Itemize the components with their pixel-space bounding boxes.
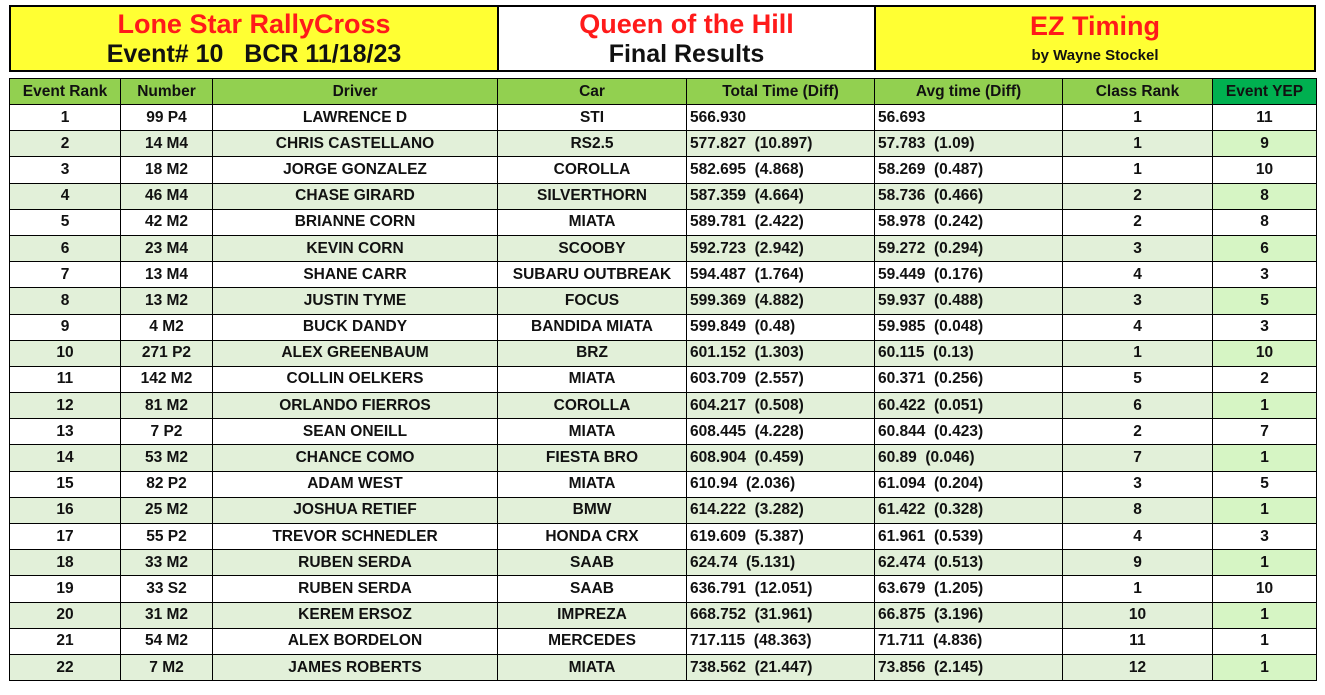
cell-event-yep: 11: [1213, 105, 1317, 131]
cell-car: MIATA: [498, 209, 687, 235]
table-row: [10, 157, 1317, 183]
cell-event-yep: 10: [1213, 340, 1317, 366]
col-header-event-yep: Event YEP: [1213, 79, 1317, 105]
table-row: [10, 288, 1317, 314]
cell-class-rank: 3: [1063, 288, 1213, 314]
cell-driver: ALEX GREENBAUM: [213, 340, 498, 366]
cell-car: HONDA CRX: [498, 524, 687, 550]
organizer-title: Lone Star RallyCross: [117, 8, 391, 39]
cell-avg-time: 59.272 (0.294): [875, 235, 1063, 261]
cell-car: BRZ: [498, 340, 687, 366]
cell-event-rank: 2: [10, 131, 121, 157]
cell-event-rank: 22: [10, 654, 121, 680]
col-header-total-time: Total Time (Diff): [687, 79, 875, 105]
event-subtitle: Event# 10 BCR 11/18/23: [106, 39, 402, 68]
col-header-car: Car: [498, 79, 687, 105]
table-row: [10, 314, 1317, 340]
title-block: [499, 7, 876, 70]
cell-number: 14 M4: [121, 131, 213, 157]
cell-driver: RUBEN SERDA: [213, 550, 498, 576]
cell-car: FIESTA BRO: [498, 445, 687, 471]
cell-driver: ADAM WEST: [213, 471, 498, 497]
cell-class-rank: 5: [1063, 366, 1213, 392]
table-row: [10, 654, 1317, 680]
cell-avg-time: 59.449 (0.176): [875, 262, 1063, 288]
table-row: [10, 602, 1317, 628]
cell-class-rank: 2: [1063, 419, 1213, 445]
table-row: [10, 497, 1317, 523]
cell-class-rank: 9: [1063, 550, 1213, 576]
results-table: [9, 78, 1317, 681]
cell-avg-time: 66.875 (3.196): [875, 602, 1063, 628]
cell-event-yep: 9: [1213, 131, 1317, 157]
col-header-number: Number: [121, 79, 213, 105]
cell-event-yep: 1: [1213, 628, 1317, 654]
cell-event-rank: 10: [10, 340, 121, 366]
table-row: [10, 131, 1317, 157]
cell-car: SUBARU OUTBREAK: [498, 262, 687, 288]
cell-event-yep: 1: [1213, 445, 1317, 471]
cell-event-rank: 9: [10, 314, 121, 340]
table-row: [10, 183, 1317, 209]
cell-driver: CHANCE COMO: [213, 445, 498, 471]
cell-event-yep: 5: [1213, 471, 1317, 497]
cell-number: 81 M2: [121, 393, 213, 419]
cell-car: MIATA: [498, 471, 687, 497]
cell-avg-time: 56.693: [875, 105, 1063, 131]
cell-event-yep: 1: [1213, 550, 1317, 576]
cell-avg-time: 61.961 (0.539): [875, 524, 1063, 550]
cell-number: 25 M2: [121, 497, 213, 523]
cell-event-rank: 11: [10, 366, 121, 392]
table-row: [10, 419, 1317, 445]
table-row: [10, 393, 1317, 419]
cell-total-time: 599.369 (4.882): [687, 288, 875, 314]
cell-event-yep: 1: [1213, 654, 1317, 680]
cell-event-rank: 14: [10, 445, 121, 471]
cell-total-time: 668.752 (31.961): [687, 602, 875, 628]
cell-number: 82 P2: [121, 471, 213, 497]
cell-car: MIATA: [498, 654, 687, 680]
event-title: Queen of the Hill: [579, 8, 794, 39]
cell-event-rank: 19: [10, 576, 121, 602]
cell-total-time: 582.695 (4.868): [687, 157, 875, 183]
cell-car: BMW: [498, 497, 687, 523]
cell-event-yep: 10: [1213, 157, 1317, 183]
table-row: [10, 471, 1317, 497]
table-row: [10, 235, 1317, 261]
cell-class-rank: 10: [1063, 602, 1213, 628]
cell-car: BANDIDA MIATA: [498, 314, 687, 340]
cell-number: 31 M2: [121, 602, 213, 628]
cell-avg-time: 58.978 (0.242): [875, 209, 1063, 235]
cell-avg-time: 57.783 (1.09): [875, 131, 1063, 157]
timing-title: EZ Timing: [1029, 10, 1160, 41]
cell-driver: CHASE GIRARD: [213, 183, 498, 209]
cell-event-yep: 3: [1213, 314, 1317, 340]
cell-event-yep: 2: [1213, 366, 1317, 392]
cell-event-rank: 15: [10, 471, 121, 497]
cell-total-time: 566.930: [687, 105, 875, 131]
cell-number: 99 P4: [121, 105, 213, 131]
cell-avg-time: 59.985 (0.048): [875, 314, 1063, 340]
cell-driver: BRIANNE CORN: [213, 209, 498, 235]
cell-total-time: 592.723 (2.942): [687, 235, 875, 261]
cell-class-rank: 7: [1063, 445, 1213, 471]
table-row: [10, 340, 1317, 366]
cell-event-yep: 6: [1213, 235, 1317, 261]
cell-car: MERCEDES: [498, 628, 687, 654]
cell-total-time: 601.152 (1.303): [687, 340, 875, 366]
cell-event-rank: 13: [10, 419, 121, 445]
cell-total-time: 603.709 (2.557): [687, 366, 875, 392]
cell-car: SAAB: [498, 576, 687, 602]
cell-event-yep: 1: [1213, 393, 1317, 419]
table-row: [10, 550, 1317, 576]
table-row: [10, 262, 1317, 288]
cell-avg-time: 59.937 (0.488): [875, 288, 1063, 314]
cell-event-rank: 18: [10, 550, 121, 576]
cell-driver: LAWRENCE D: [213, 105, 498, 131]
cell-avg-time: 60.89 (0.046): [875, 445, 1063, 471]
cell-car: MIATA: [498, 366, 687, 392]
table-row: [10, 366, 1317, 392]
cell-number: 7 P2: [121, 419, 213, 445]
col-header-event-rank: Event Rank: [10, 79, 121, 105]
cell-total-time: 608.904 (0.459): [687, 445, 875, 471]
cell-class-rank: 1: [1063, 157, 1213, 183]
cell-number: 55 P2: [121, 524, 213, 550]
table-header-row: [10, 79, 1317, 105]
cell-event-yep: 7: [1213, 419, 1317, 445]
cell-class-rank: 12: [1063, 654, 1213, 680]
cell-class-rank: 1: [1063, 131, 1213, 157]
cell-event-rank: 7: [10, 262, 121, 288]
cell-class-rank: 4: [1063, 262, 1213, 288]
cell-number: 33 S2: [121, 576, 213, 602]
cell-event-yep: 10: [1213, 576, 1317, 602]
cell-class-rank: 1: [1063, 105, 1213, 131]
cell-total-time: 608.445 (4.228): [687, 419, 875, 445]
cell-total-time: 614.222 (3.282): [687, 497, 875, 523]
cell-total-time: 610.94 (2.036): [687, 471, 875, 497]
cell-total-time: 604.217 (0.508): [687, 393, 875, 419]
table-row: [10, 209, 1317, 235]
timing-credit: by Wayne Stockel: [1031, 46, 1159, 64]
cell-number: 7 M2: [121, 654, 213, 680]
cell-total-time: 587.359 (4.664): [687, 183, 875, 209]
cell-number: 271 P2: [121, 340, 213, 366]
cell-driver: JOSHUA RETIEF: [213, 497, 498, 523]
cell-car: SILVERTHORN: [498, 183, 687, 209]
cell-driver: COLLIN OELKERS: [213, 366, 498, 392]
cell-avg-time: 58.736 (0.466): [875, 183, 1063, 209]
cell-car: IMPREZA: [498, 602, 687, 628]
col-header-class-rank: Class Rank: [1063, 79, 1213, 105]
results-body: [10, 105, 1317, 681]
cell-event-rank: 5: [10, 209, 121, 235]
cell-event-yep: 3: [1213, 524, 1317, 550]
cell-number: 42 M2: [121, 209, 213, 235]
cell-total-time: 636.791 (12.051): [687, 576, 875, 602]
cell-avg-time: 60.115 (0.13): [875, 340, 1063, 366]
organizer-block: [11, 7, 499, 70]
cell-avg-time: 60.422 (0.051): [875, 393, 1063, 419]
cell-total-time: 738.562 (21.447): [687, 654, 875, 680]
cell-event-rank: 21: [10, 628, 121, 654]
cell-avg-time: 60.371 (0.256): [875, 366, 1063, 392]
cell-car: COROLLA: [498, 393, 687, 419]
cell-number: 13 M4: [121, 262, 213, 288]
cell-car: SAAB: [498, 550, 687, 576]
cell-avg-time: 61.094 (0.204): [875, 471, 1063, 497]
results-sheet: [9, 5, 1316, 681]
cell-number: 33 M2: [121, 550, 213, 576]
cell-event-rank: 16: [10, 497, 121, 523]
cell-car: FOCUS: [498, 288, 687, 314]
cell-avg-time: 73.856 (2.145): [875, 654, 1063, 680]
table-row: [10, 445, 1317, 471]
cell-class-rank: 3: [1063, 235, 1213, 261]
cell-driver: KEVIN CORN: [213, 235, 498, 261]
cell-total-time: 589.781 (2.422): [687, 209, 875, 235]
cell-event-yep: 8: [1213, 209, 1317, 235]
table-row: [10, 524, 1317, 550]
cell-total-time: 619.609 (5.387): [687, 524, 875, 550]
cell-driver: SHANE CARR: [213, 262, 498, 288]
cell-driver: RUBEN SERDA: [213, 576, 498, 602]
cell-avg-time: 60.844 (0.423): [875, 419, 1063, 445]
cell-number: 53 M2: [121, 445, 213, 471]
cell-number: 13 M2: [121, 288, 213, 314]
table-row: [10, 576, 1317, 602]
cell-car: MIATA: [498, 419, 687, 445]
cell-avg-time: 71.711 (4.836): [875, 628, 1063, 654]
cell-driver: ORLANDO FIERROS: [213, 393, 498, 419]
cell-class-rank: 1: [1063, 576, 1213, 602]
cell-avg-time: 61.422 (0.328): [875, 497, 1063, 523]
cell-number: 18 M2: [121, 157, 213, 183]
cell-car: STI: [498, 105, 687, 131]
cell-event-rank: 17: [10, 524, 121, 550]
cell-number: 23 M4: [121, 235, 213, 261]
cell-driver: JORGE GONZALEZ: [213, 157, 498, 183]
col-header-avg-time: Avg time (Diff): [875, 79, 1063, 105]
cell-total-time: 599.849 (0.48): [687, 314, 875, 340]
cell-driver: SEAN ONEILL: [213, 419, 498, 445]
cell-class-rank: 6: [1063, 393, 1213, 419]
cell-number: 54 M2: [121, 628, 213, 654]
cell-event-yep: 8: [1213, 183, 1317, 209]
cell-driver: JUSTIN TYME: [213, 288, 498, 314]
cell-class-rank: 4: [1063, 314, 1213, 340]
cell-driver: JAMES ROBERTS: [213, 654, 498, 680]
cell-driver: BUCK DANDY: [213, 314, 498, 340]
cell-class-rank: 1: [1063, 340, 1213, 366]
cell-event-rank: 1: [10, 105, 121, 131]
table-row: [10, 105, 1317, 131]
cell-avg-time: 63.679 (1.205): [875, 576, 1063, 602]
cell-avg-time: 58.269 (0.487): [875, 157, 1063, 183]
cell-event-yep: 1: [1213, 602, 1317, 628]
cell-class-rank: 11: [1063, 628, 1213, 654]
cell-total-time: 717.115 (48.363): [687, 628, 875, 654]
cell-class-rank: 3: [1063, 471, 1213, 497]
cell-event-yep: 5: [1213, 288, 1317, 314]
cell-event-rank: 3: [10, 157, 121, 183]
cell-class-rank: 2: [1063, 209, 1213, 235]
cell-driver: TREVOR SCHNEDLER: [213, 524, 498, 550]
timing-block: [876, 7, 1314, 70]
cell-number: 142 M2: [121, 366, 213, 392]
cell-class-rank: 4: [1063, 524, 1213, 550]
cell-number: 4 M2: [121, 314, 213, 340]
cell-event-yep: 1: [1213, 497, 1317, 523]
cell-avg-time: 62.474 (0.513): [875, 550, 1063, 576]
cell-event-rank: 12: [10, 393, 121, 419]
table-row: [10, 628, 1317, 654]
cell-car: SCOOBY: [498, 235, 687, 261]
cell-driver: CHRIS CASTELLANO: [213, 131, 498, 157]
col-header-driver: Driver: [213, 79, 498, 105]
cell-event-rank: 4: [10, 183, 121, 209]
cell-driver: ALEX BORDELON: [213, 628, 498, 654]
cell-driver: KEREM ERSOZ: [213, 602, 498, 628]
cell-class-rank: 8: [1063, 497, 1213, 523]
cell-total-time: 577.827 (10.897): [687, 131, 875, 157]
results-header: [9, 5, 1316, 72]
cell-event-rank: 20: [10, 602, 121, 628]
cell-event-yep: 3: [1213, 262, 1317, 288]
results-subtitle: Final Results: [608, 39, 765, 68]
cell-car: COROLLA: [498, 157, 687, 183]
cell-event-rank: 8: [10, 288, 121, 314]
cell-event-rank: 6: [10, 235, 121, 261]
cell-total-time: 624.74 (5.131): [687, 550, 875, 576]
cell-class-rank: 2: [1063, 183, 1213, 209]
cell-total-time: 594.487 (1.764): [687, 262, 875, 288]
cell-number: 46 M4: [121, 183, 213, 209]
cell-car: RS2.5: [498, 131, 687, 157]
